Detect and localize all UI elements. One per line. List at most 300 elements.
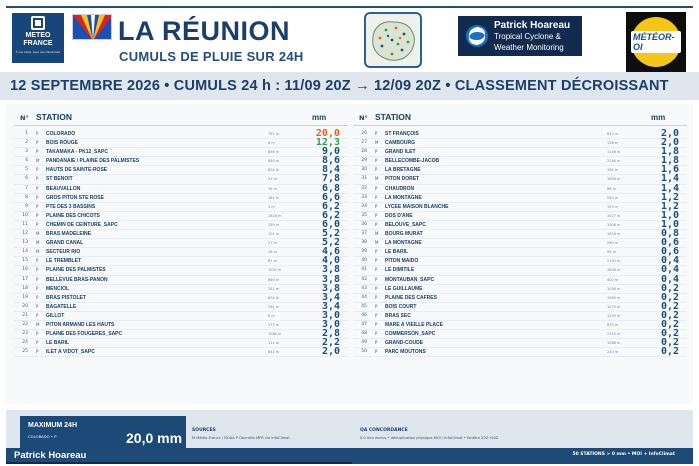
row-altitude: 761 m — [268, 132, 280, 136]
row-source-type: P — [375, 312, 378, 318]
row-source-type: P — [375, 349, 378, 355]
row-rainfall-value: 12,3 — [315, 137, 340, 149]
row-altitude: 1816 m — [268, 213, 282, 218]
table-row — [14, 266, 348, 275]
row-altitude: 1560 m — [607, 295, 621, 300]
row-station-name: PARC MOUTONS — [385, 349, 426, 356]
row-station-name: BELOUVE_SAPC — [385, 221, 426, 228]
row-rainfall-value: 2,0 — [321, 346, 340, 358]
row-altitude: 1032 m — [268, 268, 282, 273]
row-rainfall-value: 8,4 — [321, 164, 340, 176]
row-station-name: GRAND ILET — [385, 149, 416, 156]
row-rainfall-value: 1,2 — [660, 200, 679, 212]
row-station-name: GRAND-COUDE — [385, 340, 424, 347]
max-station: COLORADO • P — [28, 434, 57, 439]
row-source-type: P — [36, 349, 39, 355]
row-rank: 24 — [22, 340, 28, 346]
row-rank: 43 — [361, 285, 367, 291]
table-row — [353, 309, 687, 321]
table-row — [14, 230, 348, 239]
row-rank: 29 — [361, 158, 367, 164]
row-source-type: P — [36, 258, 39, 264]
row-rank: 32 — [361, 185, 367, 191]
row-rank: 37 — [361, 231, 367, 237]
row-station-name: LE BARIL — [46, 340, 70, 347]
row-rainfall-value: 0,2 — [660, 337, 679, 349]
row-rainfall-value: 6,0 — [321, 218, 340, 230]
row-source-type: P — [36, 285, 39, 291]
table-row — [14, 148, 348, 157]
row-rainfall-value: 5,2 — [321, 228, 340, 240]
row-source-type: M — [36, 240, 40, 246]
row-station-name: BELLECOMBE-JACOB — [385, 158, 440, 165]
header — [6, 6, 693, 70]
row-rank: 23 — [22, 331, 28, 337]
footer-info — [6, 410, 693, 448]
meteor-oi-logo-text: MÉTÉOR-OI — [631, 31, 681, 53]
row-altitude: 111 m — [268, 341, 280, 346]
row-source-type: P — [375, 276, 378, 282]
row-source-type: P — [36, 149, 39, 155]
row-source-type: P — [375, 294, 378, 300]
row-altitude: 604 m — [268, 295, 280, 300]
table-row — [14, 330, 348, 339]
row-rainfall-value: 1,4 — [660, 173, 679, 185]
row-source-type: P — [36, 340, 39, 346]
column-header-mm: mm — [312, 113, 327, 122]
table-row — [353, 273, 687, 285]
row-source-type: M — [36, 249, 40, 255]
row-station-name: SECTEUR RIO — [46, 249, 81, 256]
row-altitude: 259 m — [268, 222, 280, 227]
table-row — [353, 182, 687, 194]
row-rainfall-value: 0,2 — [660, 291, 679, 303]
cyclone-icon — [464, 23, 490, 49]
row-rank: 44 — [361, 294, 367, 300]
row-station-name: PITON DORET — [385, 176, 420, 183]
row-altitude: 1027 m — [607, 213, 621, 218]
row-rainfall-value: 3,8 — [321, 282, 340, 294]
row-station-name: MARE A VIEILLE PLACE — [385, 321, 443, 328]
row-rainfall-value: 3,0 — [321, 318, 340, 330]
max-label: MAXIMUM 24H — [28, 422, 78, 429]
row-rank: 16 — [22, 267, 28, 273]
row-station-name: MENCIOL — [46, 285, 70, 292]
row-altitude: 1088 m — [607, 341, 621, 346]
table-row — [14, 182, 348, 194]
row-rank: 31 — [361, 176, 367, 182]
table-row — [14, 273, 348, 285]
row-rank: 21 — [22, 312, 28, 318]
table-row — [353, 291, 687, 303]
row-rank: 18 — [22, 285, 28, 291]
row-source-type: P — [375, 321, 378, 327]
row-altitude: 400 m — [607, 277, 619, 282]
sources-label: SOURCES — [192, 428, 216, 433]
row-altitude: 101 m — [268, 232, 280, 237]
row-rainfall-value: 4,6 — [321, 246, 340, 258]
table-row — [14, 218, 348, 230]
row-altitude: 856 m — [268, 150, 280, 155]
meteor-oi-logo — [626, 12, 686, 72]
row-source-type: P — [375, 331, 378, 337]
table-row — [14, 139, 348, 148]
row-rainfall-value: 0,2 — [660, 282, 679, 294]
row-altitude: 16 m — [268, 186, 277, 191]
row-altitude: 550 m — [607, 195, 619, 200]
row-source-type: P — [375, 149, 378, 155]
row-station-name: LE BARIL — [385, 249, 409, 256]
row-rank: 30 — [361, 167, 367, 173]
row-station-name: PLAINE DES CHICOTS — [46, 212, 100, 219]
row-altitude: 1086 m — [268, 332, 282, 337]
row-station-name: GROS PITON STE ROSE — [46, 194, 104, 201]
column-header-station: STATION — [375, 112, 412, 122]
footer-bar — [6, 448, 693, 464]
row-station-name: LYCEE MAISON BLANCHE — [385, 203, 449, 210]
row-altitude: 1618 m — [607, 232, 621, 237]
row-rainfall-value: 3,4 — [321, 300, 340, 312]
row-station-name: BOIS COURT — [385, 303, 417, 310]
table-row — [353, 318, 687, 330]
row-rainfall-value: 6,2 — [321, 200, 340, 212]
row-station-name: ILET A VIDOT_SAPC — [46, 349, 95, 356]
row-altitude: 95 m — [607, 250, 616, 255]
row-source-type: P — [36, 140, 39, 146]
table-row — [14, 309, 348, 321]
table-row — [14, 200, 348, 212]
row-source-type: P — [36, 303, 39, 309]
row-rank: 33 — [361, 194, 367, 200]
row-rainfall-value: 9,0 — [321, 146, 340, 158]
row-source-type: P — [36, 212, 39, 218]
table-row — [353, 148, 687, 157]
row-source-type: M — [375, 176, 379, 182]
ranking-column-left — [14, 112, 348, 357]
table-header — [353, 112, 687, 126]
table-row — [353, 200, 687, 212]
table-rows — [14, 130, 348, 357]
table-row — [14, 318, 348, 330]
row-rainfall-value: 0,2 — [660, 300, 679, 312]
row-station-name: CHEMIN DE CEINTURE_SAPC — [46, 221, 118, 228]
row-source-type: P — [375, 185, 378, 191]
row-rank: 46 — [361, 312, 367, 318]
row-rainfall-value: 1,8 — [660, 155, 679, 167]
row-rainfall-value: 3,0 — [321, 309, 340, 321]
row-rainfall-value: 0,4 — [660, 273, 679, 285]
table-row — [14, 209, 348, 221]
row-rainfall-value: 0,2 — [660, 346, 679, 358]
row-altitude: 843 m — [607, 132, 619, 136]
row-rainfall-value: 0,2 — [660, 318, 679, 330]
row-altitude: 1898 m — [607, 177, 621, 182]
table-row — [14, 239, 348, 248]
row-rainfall-value: 1,8 — [660, 146, 679, 158]
row-source-type: P — [36, 185, 39, 191]
table-row — [353, 282, 687, 294]
table-row — [14, 157, 348, 166]
row-rank: 35 — [361, 212, 367, 218]
row-altitude: 86 m — [607, 186, 616, 191]
row-source-type: P — [375, 212, 378, 218]
row-rank: 34 — [361, 203, 367, 209]
row-station-name: BELLEVUE BRAS-PANON — [46, 276, 108, 283]
row-rank: 13 — [22, 240, 28, 246]
table-row — [353, 191, 687, 203]
ranking-column-right — [353, 112, 687, 357]
table-row — [353, 230, 687, 239]
table-row — [14, 348, 348, 357]
row-source-type: M — [375, 240, 379, 246]
row-station-name: GILLOT — [46, 312, 65, 319]
row-station-name: MONTAUBAN_SAPC — [385, 276, 435, 283]
row-source-type: P — [375, 194, 378, 200]
row-station-name: LA MONTAGNE — [385, 240, 422, 247]
row-source-type: P — [375, 131, 378, 136]
table-row — [14, 339, 348, 348]
table-row — [14, 130, 348, 139]
row-station-name: LE TREMBLET — [46, 258, 81, 265]
row-source-type: P — [36, 167, 39, 173]
table-row — [353, 330, 687, 339]
row-station-name: BEAUVALLON — [46, 185, 81, 192]
row-source-type: P — [36, 203, 39, 209]
row-rank: 14 — [22, 249, 28, 255]
row-altitude: 164 m — [607, 168, 619, 173]
row-source-type: P — [375, 167, 378, 173]
row-rank: 10 — [22, 212, 28, 218]
row-rainfall-value: 4,0 — [321, 255, 340, 267]
row-altitude: 261 m — [268, 304, 280, 309]
row-rank: 41 — [361, 267, 367, 273]
row-rank: 11 — [22, 221, 28, 227]
row-altitude: 2150 m — [607, 259, 621, 264]
table-row — [353, 130, 687, 139]
table-row — [353, 166, 687, 175]
row-source-type: P — [375, 158, 378, 164]
row-rainfall-value: 1,0 — [660, 218, 679, 230]
table-row — [14, 248, 348, 257]
row-altitude: 870 m — [607, 322, 619, 327]
row-rank: 27 — [361, 140, 367, 146]
row-rank: 50 — [361, 349, 367, 355]
row-altitude: 181 m — [268, 195, 280, 200]
row-rank: 36 — [361, 221, 367, 227]
row-rainfall-value: 5,2 — [321, 237, 340, 249]
row-source-type: P — [36, 331, 39, 337]
row-rainfall-value: 0,6 — [660, 246, 679, 258]
row-station-name: ST BENOIT — [46, 176, 73, 183]
footer-accent-strip — [6, 462, 352, 464]
row-rank: 28 — [361, 149, 367, 155]
row-rank: 15 — [22, 258, 28, 264]
row-rainfall-value: 0,4 — [660, 255, 679, 267]
table-row — [353, 239, 687, 248]
table-rows — [353, 130, 687, 357]
table-row — [353, 157, 687, 166]
table-header — [14, 112, 348, 126]
page-subtitle: CUMULS DE PLUIE SUR 24H — [119, 49, 304, 64]
row-rainfall-value: 3,4 — [321, 291, 340, 303]
row-station-name: PTE DES 3 BASSINS — [46, 203, 96, 210]
row-rainfall-value: 2,0 — [660, 128, 679, 139]
row-rank: 2 — [25, 140, 28, 146]
row-rainfall-value: 1,4 — [660, 182, 679, 194]
row-station-name: PITON MAIDO — [385, 258, 419, 265]
row-rank: 3 — [25, 149, 28, 155]
table-row — [353, 266, 687, 275]
row-rank: 47 — [361, 321, 367, 327]
row-rainfall-value: 2,2 — [321, 337, 340, 349]
row-station-name: GRAND CANAL — [46, 240, 84, 247]
row-altitude: 3 m — [268, 204, 275, 209]
row-rank: 49 — [361, 340, 367, 346]
row-rainfall-value: 2,0 — [660, 137, 679, 149]
row-rank: 25 — [22, 349, 28, 355]
row-source-type: P — [36, 131, 39, 136]
row-altitude: 641 m — [268, 350, 280, 355]
row-rank: 48 — [361, 331, 367, 337]
ph-logo-name: Patrick Hoareau — [494, 19, 571, 31]
row-rank: 8 — [25, 194, 28, 200]
row-station-name: LA BRETAGNE — [385, 167, 421, 174]
row-source-type: P — [36, 221, 39, 227]
row-station-name: PLAINE DES CAFRES — [385, 294, 437, 301]
row-rank: 45 — [361, 303, 367, 309]
table-row — [14, 291, 348, 303]
row-rainfall-value: 3,8 — [321, 273, 340, 285]
mf-logo-line2: FRANCE — [23, 40, 53, 47]
meteo-france-mark-icon — [31, 16, 45, 30]
row-source-type: P — [375, 203, 378, 209]
mf-logo-tagline: À vos côtés, avec nos climat futur — [15, 50, 61, 54]
row-altitude: 880 m — [268, 159, 280, 164]
banner-text: 12 SEPTEMBRE 2026 • CUMULS 24 h : 11/09 20Z → 12/09 20Z • CLASSEMENT DÉCROISSANT — [10, 78, 669, 94]
row-station-name: BRAS MADELEINE — [46, 231, 92, 238]
row-altitude: 1250 m — [607, 313, 621, 318]
date-banner — [0, 72, 699, 100]
meteo-france-logo — [12, 13, 64, 63]
row-altitude: 159 m — [607, 204, 619, 209]
row-station-name: PANDANAIE / PLAINE DES PALMISTES — [46, 158, 140, 165]
row-station-name: BRAS SEC — [385, 312, 411, 319]
table-row — [353, 300, 687, 312]
max-value: 20,0 mm — [126, 430, 183, 446]
mf-logo-line1: METEO — [25, 32, 51, 39]
row-station-name: PLAINE DES FOUGERES_SAPC — [46, 331, 123, 338]
row-rainfall-value: 6,2 — [321, 209, 340, 221]
row-rank: 42 — [361, 276, 367, 282]
row-rank: 6 — [25, 176, 28, 182]
row-rank: 9 — [25, 203, 28, 209]
row-rank: 1 — [25, 131, 28, 136]
row-source-type: M — [36, 158, 40, 164]
row-station-name: COLORADO — [46, 131, 76, 137]
row-source-type: P — [36, 294, 39, 300]
row-altitude: 6 m — [268, 141, 275, 146]
row-source-type: P — [36, 276, 39, 282]
row-station-name: PITON ARMAND LES HAUTS — [46, 321, 115, 328]
row-source-type: M — [375, 231, 379, 237]
page-title: LA RÉUNION — [118, 16, 290, 46]
ph-logo-line2: Tropical Cyclone & — [494, 31, 561, 41]
row-source-type: M — [36, 231, 40, 237]
row-rank: 5 — [25, 167, 28, 173]
column-header-station: STATION — [36, 112, 73, 122]
row-source-type: P — [375, 258, 378, 264]
row-station-name: CHAUDRON — [385, 185, 415, 192]
row-altitude: 375 m — [268, 322, 280, 327]
row-rank: 39 — [361, 249, 367, 255]
row-altitude: 280 m — [607, 241, 619, 246]
row-source-type: P — [36, 176, 39, 182]
row-source-type: M — [36, 321, 40, 327]
row-rainfall-value: 0,2 — [660, 328, 679, 340]
column-header-rank: N° — [20, 114, 29, 122]
row-rainfall-value: 7,8 — [321, 173, 340, 185]
table-row — [14, 300, 348, 312]
row-altitude: 27 m — [268, 241, 277, 246]
row-station-name: BRAS PISTOLET — [46, 294, 86, 301]
patrick-hoareau-logo — [458, 16, 582, 56]
row-rainfall-value: 8,6 — [321, 155, 340, 167]
row-source-type: M — [375, 140, 379, 146]
row-altitude: 2246 m — [607, 159, 621, 164]
row-altitude: 8 m — [268, 313, 275, 318]
row-rank: 20 — [22, 303, 28, 309]
row-rank: 12 — [22, 231, 28, 237]
row-rainfall-value: 0,8 — [660, 228, 679, 240]
row-source-type: P — [375, 285, 378, 291]
row-rank: 17 — [22, 276, 28, 282]
row-altitude: 240 m — [607, 350, 619, 355]
row-station-name: LA MONTAGNE — [385, 194, 422, 201]
row-rainfall-value: 2,8 — [321, 328, 340, 340]
qa-text: 0.0 mm exclus • déduplication physique MOI / InfoClimat • fenêtre 20Z→20Z — [360, 436, 499, 440]
table-row — [353, 348, 687, 357]
row-source-type: P — [36, 194, 39, 200]
table-row — [14, 166, 348, 175]
row-station-name: BOIS ROUGE — [46, 140, 78, 147]
row-station-name: HAUTS DE SAINTE-ROSE — [46, 167, 108, 174]
table-row — [353, 339, 687, 348]
row-station-name: CAMBOURG — [385, 140, 415, 147]
reunion-flag-icon — [72, 14, 112, 40]
row-source-type: P — [36, 312, 39, 318]
row-source-type: P — [375, 249, 378, 255]
table-row — [14, 175, 348, 184]
column-header-rank: N° — [359, 114, 368, 122]
row-station-name: LE DIMITILE — [385, 267, 415, 274]
station-count-summary: 50 STATIONS > 0 mm • MOI + InfoClimat — [572, 452, 675, 457]
table-row — [353, 257, 687, 266]
row-rank: 7 — [25, 185, 28, 191]
station-map-thumbnail[interactable] — [364, 12, 422, 68]
row-source-type: P — [375, 340, 378, 346]
row-rainfall-value: 1,2 — [660, 191, 679, 203]
table-row — [353, 248, 687, 257]
row-altitude: 43 m — [268, 177, 277, 182]
row-rank: 40 — [361, 258, 367, 264]
row-altitude: 860 m — [268, 277, 280, 282]
ph-logo-line3: Weather Monitoring — [494, 42, 564, 52]
row-altitude: 804 m — [268, 168, 280, 173]
row-rainfall-value: 3,8 — [321, 264, 340, 276]
row-rank: 26 — [361, 131, 367, 136]
row-source-type: P — [375, 303, 378, 309]
row-altitude: 16 m — [268, 250, 277, 255]
